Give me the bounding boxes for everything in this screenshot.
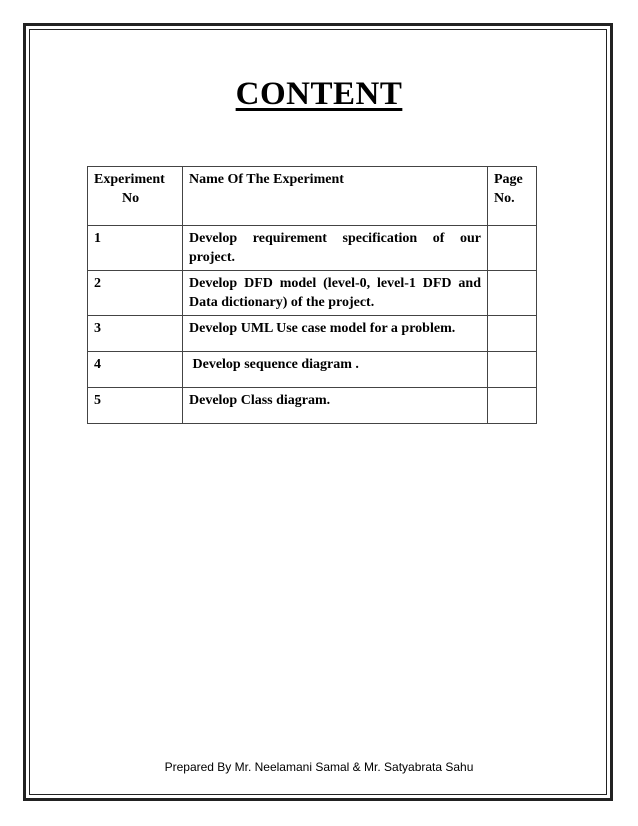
header-experiment-line2: No (122, 191, 140, 206)
cell-experiment-name: Develop Class diagram. (183, 388, 488, 424)
table-row (88, 226, 537, 271)
cell-page-no (488, 388, 537, 424)
table-header-row (88, 167, 537, 226)
cell-experiment-no: 4 (88, 352, 183, 388)
header-experiment-no (88, 167, 183, 226)
cell-experiment-no: 1 (88, 226, 183, 271)
cell-experiment-no: 2 (88, 271, 183, 316)
table-row (88, 271, 537, 316)
cell-experiment-name: Develop requirement specification of our project. (183, 226, 488, 271)
cell-experiment-no: 3 (88, 316, 183, 352)
header-page-no (488, 167, 537, 226)
header-experiment-line1: Experiment (94, 172, 165, 187)
header-name: Name Of The Experiment (183, 167, 488, 226)
cell-page-no (488, 316, 537, 352)
page-title: CONTENT (235, 76, 403, 112)
table-row (88, 352, 537, 388)
cell-experiment-name: Develop sequence diagram . (183, 352, 488, 388)
cell-page-no (488, 271, 537, 316)
cell-experiment-name: Develop DFD model (level-0, level-1 DFD and Data dictionary) of the project. (183, 271, 488, 316)
cell-page-no (488, 352, 537, 388)
header-page-line1: Page (494, 172, 523, 187)
cell-experiment-name: Develop UML Use case model for a problem. (183, 316, 488, 352)
table-row (88, 316, 537, 352)
page-footer: Prepared By Mr. Neelamani Samal & Mr. Satyabrata Sahu (164, 760, 474, 774)
cell-experiment-no: 5 (88, 388, 183, 424)
content-table (87, 166, 537, 424)
cell-page-no (488, 226, 537, 271)
table-row (88, 388, 537, 424)
header-page-line2: No. (494, 191, 515, 206)
